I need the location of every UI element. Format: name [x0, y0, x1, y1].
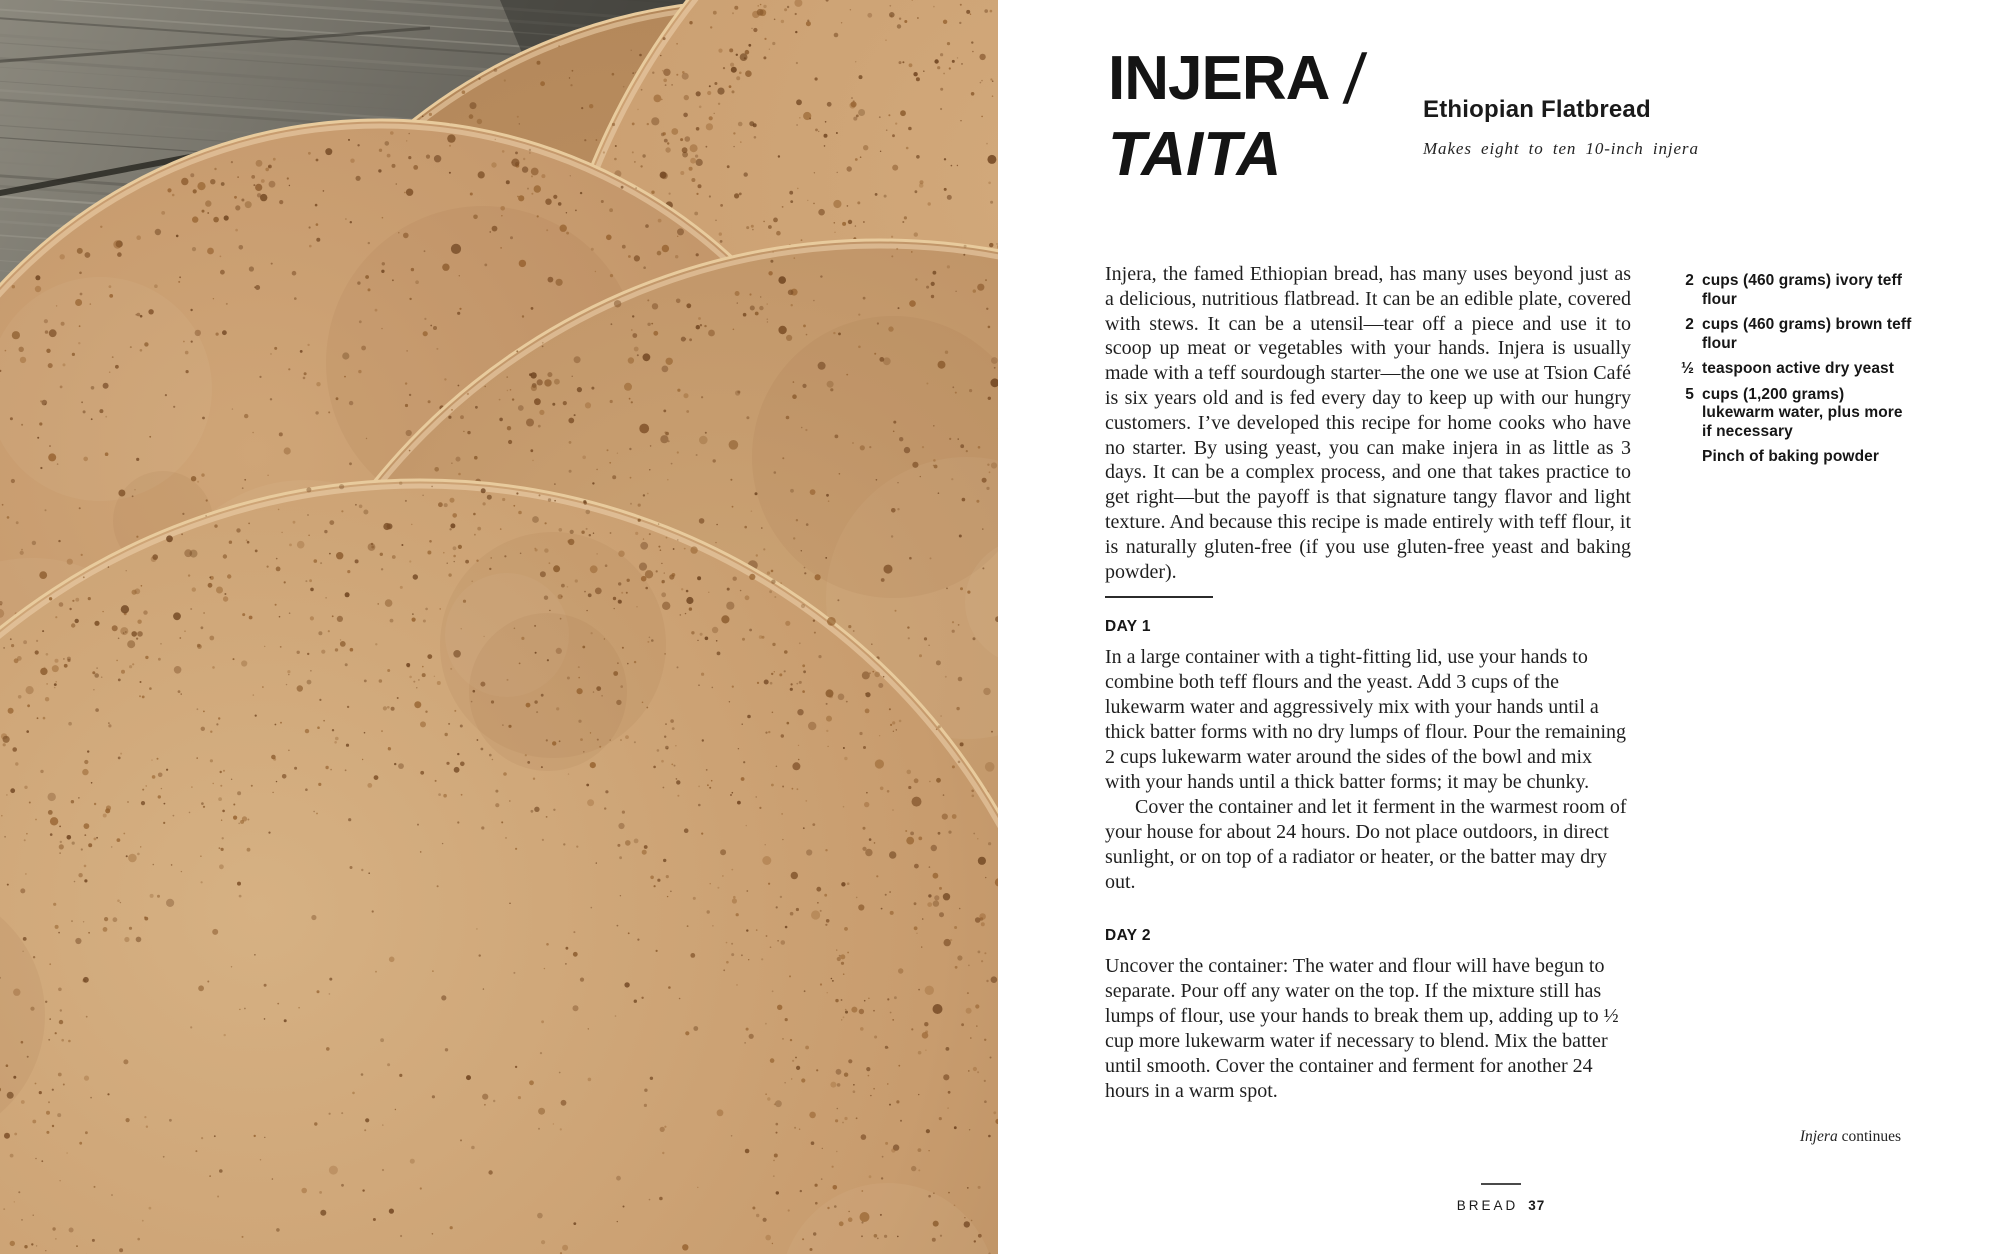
continuation-note: [1105, 1128, 1901, 1146]
ingredient-qty: 2: [1685, 316, 1694, 333]
injera-photo-art: [0, 0, 998, 1254]
ingredient-item: [1674, 448, 1912, 467]
intro-paragraph: Injera, the famed Ethiopian bread, has many uses beyond just as a delicious, nutritious flatbread. It can be an edible plate, covered with stews. It can be a utensil—tear off a piece and use it to scoop up meat or vegetables with your hands. Injera is usually made with a teff sourdough starter—the one we use at Tsion Café is six years old and is fed every day to keep up with our hungry customers. I’ve developed this recipe for home cooks who have no starter. By using yeast, you can make injera in as little as 3 days. It can be a complex process, and one that takes practice to get right—but the payoff is that signature tangy flavor and light texture. And because this recipe is made entirely with teff flour, it is naturally gluten-free (if you use gluten-free yeast and baking powder).: [1105, 263, 1631, 583]
section-divider-rule: [1105, 596, 1213, 598]
day-1-heading: DAY 1: [1105, 618, 1151, 635]
ingredient-qty: ½: [1680, 360, 1694, 377]
footer-page-number: 37: [1528, 1198, 1546, 1213]
recipe-header: [1423, 96, 1699, 159]
footer-text: [1105, 1198, 1897, 1213]
day-2-paragraph: Uncover the container: The water and flour will have begun to separate. Pour off any water on the top. If the mixture still has lumps of flour, use your hands to break them up, adding up to ½ cup more lukewarm water if necessary to blend. Mix the batter until smooth. Cover the container and ferment for another 24 hours in a warm spot.: [1105, 955, 1619, 1102]
recipe-intro: [1105, 262, 1631, 584]
ingredient-item: [1674, 386, 1912, 442]
day-1-paragraph: In a large container with a tight-fitting lid, use your hands to combine both teff flours and the yeast. Add 3 cups of the lukewarm water and aggressively mix with your hands until a thick batter forms with no dry lumps of flour. Pour the remaining 2 cups lukewarm water around the sides of the bowl and mix with your hands until a thick batter forms; it may be chunky.: [1105, 646, 1627, 793]
recipe-title-alt: TAITA: [1108, 120, 1282, 189]
ingredient-qty: [1674, 448, 1694, 467]
recipe-title: [1108, 40, 1368, 118]
footer-section-label: BREAD: [1456, 1198, 1519, 1213]
ingredient-qty: 5: [1685, 385, 1694, 403]
title-slash: /: [1341, 40, 1368, 118]
day-1-paragraph: Cover the container and let it ferment in the warmest room of your house for about 24 hours. Do not place outdoors, in direct sunlight, or on top of a radiator or heater, or the batter may dry out.: [1105, 796, 1627, 893]
footer-rule: [1481, 1183, 1521, 1185]
ingredient-text: teaspoon active dry yeast: [1702, 360, 1895, 377]
ingredient-item: [1674, 360, 1912, 379]
ingredient-text: cups (460 grams) brown teff flour: [1702, 316, 1912, 352]
continuation-recipe-name: Injera: [1799, 1128, 1838, 1145]
ingredient-qty: 2: [1685, 272, 1694, 289]
ingredient-text: Pinch of baking powder: [1702, 448, 1880, 465]
continuation-rest: continues: [1837, 1128, 1901, 1145]
recipe-page: [998, 0, 2000, 1254]
recipe-title-block: [1108, 40, 1368, 189]
recipe-subtitle: Ethiopian Flatbread: [1423, 96, 1651, 123]
day-2-heading: DAY 2: [1105, 927, 1151, 944]
ingredient-text: cups (460 grams) ivory teff flour: [1702, 272, 1902, 308]
recipe-title-main: INJERA: [1108, 44, 1330, 113]
ingredient-item: [1674, 272, 1912, 309]
ingredient-text: cups (1,200 grams) lukewarm water, plus more if necessary: [1702, 385, 1903, 440]
page-footer: [1105, 1172, 1897, 1213]
injera-photo: [0, 0, 998, 1254]
instructions: [1105, 596, 1627, 1104]
ingredient-list: [1674, 272, 1912, 474]
ingredient-item: [1674, 316, 1912, 353]
recipe-yield-note: Makes eight to ten 10-inch injera: [1423, 139, 1699, 158]
